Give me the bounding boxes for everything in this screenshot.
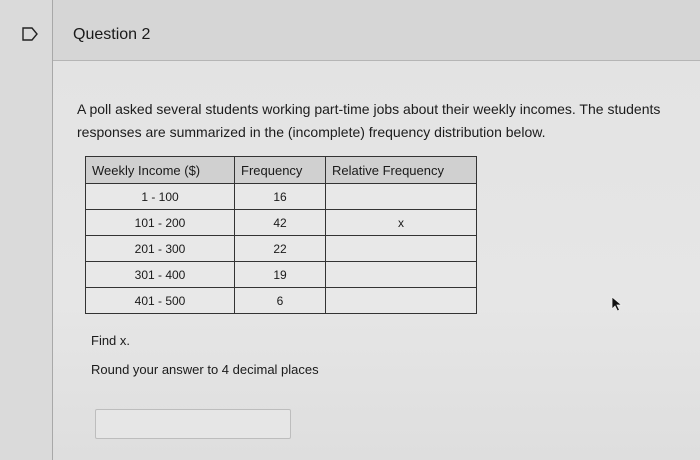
column-header-frequency: Frequency [235,157,326,184]
question-header [53,0,700,61]
relative-frequency-cell [326,184,477,210]
prompt-line-1: A poll asked several students working part-time jobs about their weekly incomes. The students [77,101,661,117]
rounding-instruction: Round your answer to 4 decimal places [91,362,319,377]
frequency-table [85,156,477,314]
question-content [53,61,700,460]
table-row [86,262,477,288]
income-cell: 101 - 200 [86,210,235,236]
table-row [86,184,477,210]
table-row [86,210,477,236]
left-gutter [0,0,53,460]
flag-icon[interactable] [22,27,38,41]
table-row [86,236,477,262]
income-cell: 1 - 100 [86,184,235,210]
prompt-line-2: responses are summarized in the (incomplete) frequency distribution below. [77,124,546,140]
frequency-cell: 42 [235,210,326,236]
table-row [86,288,477,314]
question-title: Question 2 [73,26,151,43]
table-header-row [86,157,477,184]
frequency-cell: 22 [235,236,326,262]
income-cell: 401 - 500 [86,288,235,314]
income-cell: 301 - 400 [86,262,235,288]
relative-frequency-cell: x [326,210,477,236]
question-prompt [77,98,700,144]
relative-frequency-cell [326,288,477,314]
relative-frequency-cell [326,262,477,288]
find-x-instruction: Find x. [91,333,131,348]
answer-input[interactable] [95,409,291,439]
income-cell: 201 - 300 [86,236,235,262]
frequency-cell: 16 [235,184,326,210]
relative-frequency-cell [326,236,477,262]
mouse-pointer-icon [611,296,623,312]
column-header-relative-frequency: Relative Frequency [326,157,477,184]
frequency-cell: 19 [235,262,326,288]
frequency-cell: 6 [235,288,326,314]
column-header-income: Weekly Income ($) [86,157,235,184]
